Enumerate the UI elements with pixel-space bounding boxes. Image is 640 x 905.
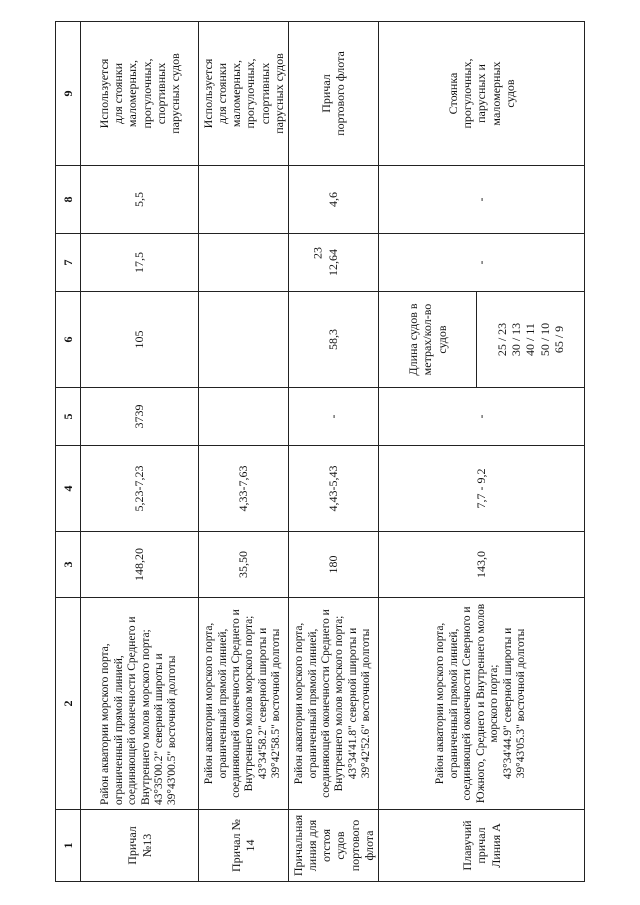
list-item: 30 / 13 [508, 322, 523, 357]
vessel-length-cell [378, 292, 584, 388]
column-header: 7 [56, 234, 81, 292]
cell-col6 [199, 292, 289, 388]
berth-description [199, 598, 289, 810]
description-line: 39°42'58.5" восточной долготы [270, 628, 283, 779]
cell-col3: 143,0 [378, 532, 584, 598]
berth-name: Причальная линия для отстоя судов портового флота [288, 810, 378, 882]
cell-col4: 7,7 - 9,2 [378, 446, 584, 532]
description-line: соединяющей оконечности Среднего и [126, 616, 139, 805]
description-line: ограниченный прямой линией, [306, 628, 319, 779]
description-line: ограниченный прямой линией, [447, 628, 460, 779]
description-line: 39°42'52.6" восточной долготы [360, 628, 373, 779]
description-line: морского порта; [488, 664, 501, 743]
cell-col8: - [378, 166, 584, 234]
cell-col7: - [378, 234, 584, 292]
description-line: 39°43'05.3" восточной долготы [515, 628, 528, 779]
description-line: 43°34'58.2" северной широты и [256, 627, 269, 780]
berths-table [55, 21, 585, 882]
cell-col3: 148,20 [81, 532, 199, 598]
berth-description [378, 598, 584, 810]
column-header: 9 [56, 22, 81, 166]
berth-name: Плавучий причал Линия А [378, 810, 584, 882]
description-line: соединяющей оконечности Среднего и [319, 609, 332, 798]
cell-col8: 4,6 [288, 166, 378, 234]
description-line: Район акватории морского порта, [99, 643, 112, 805]
description-line: соединяющей оконечности Северного и [461, 606, 474, 801]
cell-col9: Используется для стоянки маломерных, прогулочных, спортивных парусных судов [199, 22, 289, 166]
cell-col5 [199, 388, 289, 446]
cell-col8: 5,5 [81, 166, 199, 234]
cell-col7: 17,5 [81, 234, 199, 292]
column-header: 1 [56, 810, 81, 882]
header-row [56, 22, 81, 882]
cell-col6: 58,3 [288, 292, 378, 388]
berth-name: Причал № 14 [199, 810, 289, 882]
cell-col5: - [378, 388, 584, 446]
cell-col9: Стоянка прогулочных, парусных и маломерных судов [378, 22, 584, 166]
description-line: 43°34'44.9" северной широты и [501, 627, 514, 780]
list-item: 50 / 10 [537, 322, 552, 357]
column-header: 5 [56, 388, 81, 446]
description-line: Внутреннего молов морского порта; [333, 615, 346, 792]
table-row [199, 22, 289, 882]
cell-col4: 4,33-7,63 [199, 446, 289, 532]
cell-col7 [199, 234, 289, 292]
description-line: Южного, Среднего и Внутреннего молов [474, 603, 487, 804]
column-header: 8 [56, 166, 81, 234]
cell-col9: Причал портового флота [288, 22, 378, 166]
cell-col5: 3739 [81, 388, 199, 446]
table-row [81, 22, 199, 882]
vessel-length-header: Длина судов в метрах/кол-во судов [379, 292, 477, 387]
cell-col3: 35,50 [199, 532, 289, 598]
cell-col4: 4,43-5,43 [288, 446, 378, 532]
description-line: Внутреннего молов морского порта; [139, 629, 152, 805]
description-line: Район акватории морского порта, [434, 622, 447, 785]
cell-col3: 180 [288, 532, 378, 598]
description-line: ограниченный прямой линией, [112, 655, 125, 805]
column-header: 4 [56, 446, 81, 532]
berth-description [288, 598, 378, 810]
description-line: 43°34'41.8" северной широты и [346, 627, 359, 780]
list-item: 65 / 9 [552, 325, 567, 354]
berth-description [81, 598, 199, 810]
description-line: Внутреннего молов морского порта; [243, 615, 256, 792]
table-row [288, 22, 378, 882]
page-number: 23 [310, 247, 325, 260]
list-item: 40 / 11 [523, 323, 538, 356]
description-line: Район акватории морского порта, [203, 622, 216, 785]
cell-col9: Используется для стоянки маломерных, прогулочных, спортивных парусных судов [81, 22, 199, 166]
column-header: 6 [56, 292, 81, 388]
cell-col8 [199, 166, 289, 234]
description-line: ограниченный прямой линией, [216, 628, 229, 779]
cell-col4: 5,23-7,23 [81, 446, 199, 532]
berth-name: Причал №13 [81, 810, 199, 882]
list-item: 25 / 23 [494, 322, 509, 357]
description-line: Район акватории морского порта, [293, 622, 306, 785]
table-row [378, 22, 584, 882]
description-line: соединяющей оконечности Среднего и [230, 609, 243, 798]
vessel-length-list [477, 292, 584, 387]
berths-table-container [55, 22, 585, 882]
description-line: 39°43'00.5" восточной долготы [166, 655, 179, 805]
cell-col5: - [288, 388, 378, 446]
description-line: 43°35'00.2" северной широты и [152, 653, 165, 805]
column-header: 2 [56, 598, 81, 810]
cell-col7: 12,64 [288, 234, 378, 292]
cell-col6: 105 [81, 292, 199, 388]
column-header: 3 [56, 532, 81, 598]
